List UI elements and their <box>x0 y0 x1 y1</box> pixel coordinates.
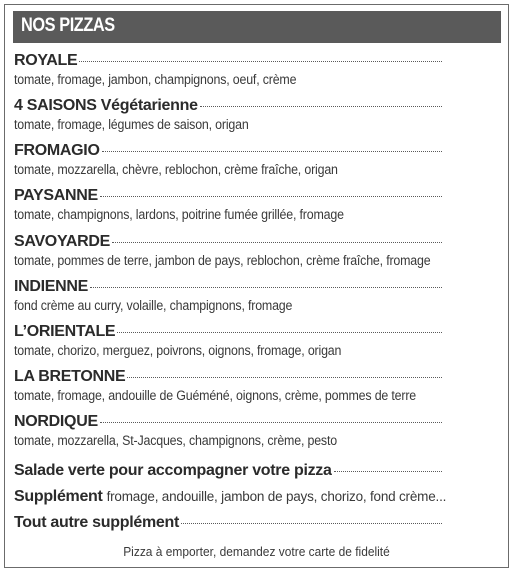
pizza-item-bretonne <box>14 368 508 403</box>
extra-autre-label: Tout autre supplément <box>14 514 179 531</box>
pizza-item-indienne <box>14 278 508 313</box>
menu-title: NOS PIZZAS <box>21 15 115 36</box>
pizza-item-4-saisons <box>14 97 508 132</box>
pizza-name: 4 SAISONS Végétarienne <box>14 97 198 114</box>
pizza-description: tomate, pommes de terre, jambon de pays, reblochon, crème fraîche, fromage <box>14 253 431 268</box>
dot-leader <box>181 523 442 524</box>
dot-leader <box>79 61 442 62</box>
extra-supplement-label: Supplément <box>14 488 103 505</box>
dot-leader <box>117 332 442 333</box>
pizza-item-paysanne <box>14 187 508 222</box>
dot-leader <box>127 377 442 378</box>
extra-supplement-desc: fromage, andouille, jambon de pays, chorizo, fond crème... <box>106 489 447 504</box>
pizza-description: tomate, chorizo, merguez, poivrons, oignons, fromage, origan <box>14 343 342 358</box>
pizza-description: tomate, fromage, andouille de Guéméné, oignons, crème, pommes de terre <box>14 388 417 403</box>
pizza-name: ROYALE <box>14 52 78 69</box>
pizza-name: INDIENNE <box>14 278 89 295</box>
extra-salade-label: Salade verte pour accompagner votre pizza <box>14 462 332 479</box>
pizza-name: PAYSANNE <box>14 187 98 204</box>
pizza-name: NORDIQUE <box>14 413 98 430</box>
pizza-description: fond crème au curry, volaille, champignons, fromage <box>14 298 293 313</box>
menu-header <box>13 11 501 43</box>
pizza-item-nordique <box>14 413 508 448</box>
extra-salade <box>14 462 508 480</box>
dot-leader <box>334 471 442 472</box>
pizza-item-royale <box>14 52 508 87</box>
pizza-description: tomate, mozzarella, St-Jacques, champignons, crème, pesto <box>14 433 337 448</box>
pizza-item-savoyarde <box>14 233 508 268</box>
pizza-item-orientale <box>14 323 508 358</box>
pizza-name: L’ORIENTALE <box>14 323 116 340</box>
pizza-menu <box>4 4 509 568</box>
pizza-name: FROMAGIO <box>14 142 100 159</box>
pizza-description: tomate, champignons, lardons, poitrine fumée grillée, fromage <box>14 207 344 222</box>
pizza-item-fromagio <box>14 142 508 177</box>
dot-leader <box>200 106 442 107</box>
dot-leader <box>90 287 442 288</box>
dot-leader <box>102 151 442 152</box>
pizza-name: SAVOYARDE <box>14 233 110 250</box>
dot-leader <box>112 242 442 243</box>
pizza-name: LA BRETONNE <box>14 368 126 385</box>
dot-leader <box>100 422 442 423</box>
dot-leader <box>100 196 442 197</box>
extra-supplement <box>14 488 508 506</box>
pizza-description: tomate, fromage, légumes de saison, origan <box>14 117 249 132</box>
pizza-description: tomate, mozzarella, chèvre, reblochon, crème fraîche, origan <box>14 162 338 177</box>
pizza-description: tomate, fromage, jambon, champignons, oeuf, crème <box>14 72 297 87</box>
extra-autre <box>14 514 508 532</box>
footer-note: Pizza à emporter, demandez votre carte de fidelité <box>123 544 390 559</box>
